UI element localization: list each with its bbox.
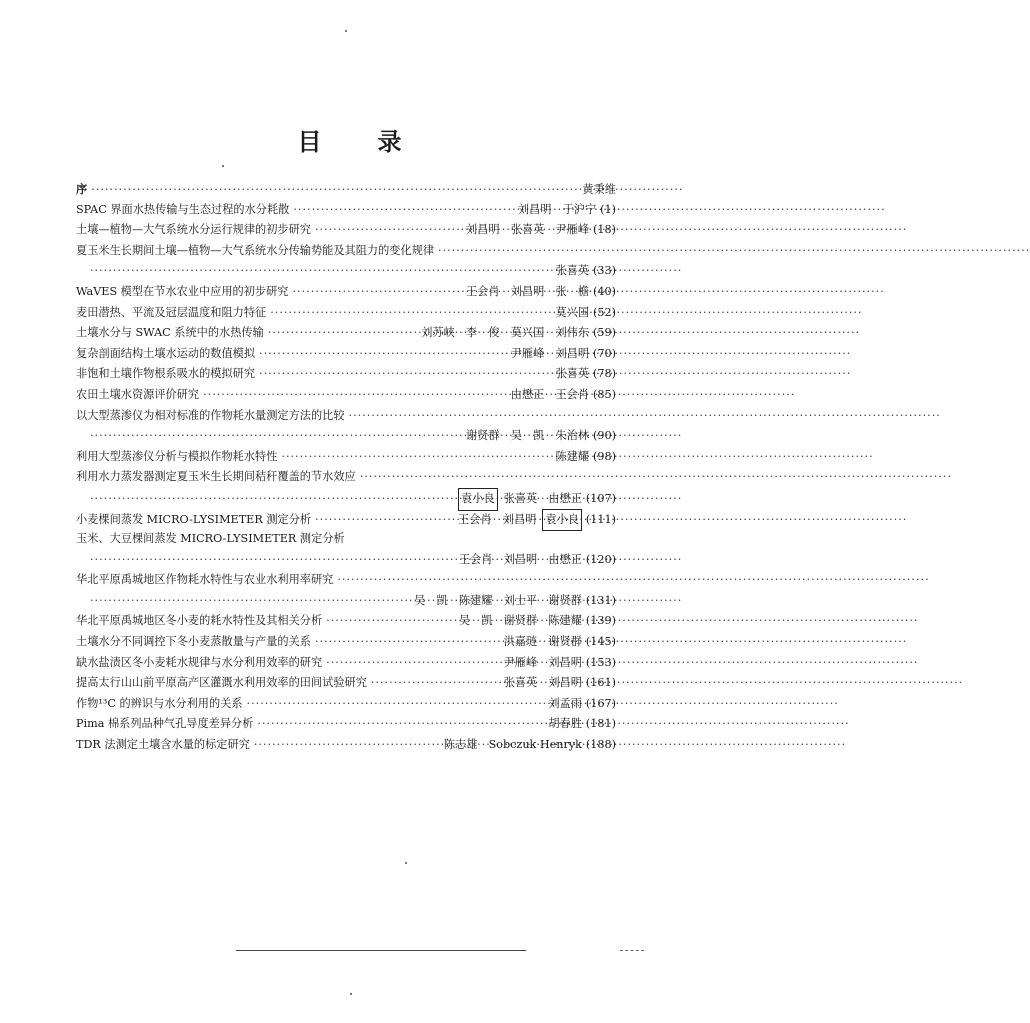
toc-entry[interactable]	[76, 509, 616, 530]
toc-entry-continuation[interactable]	[76, 261, 616, 282]
leader-dots	[268, 323, 417, 344]
entry-title: 玉米、大豆棵间蒸发 MICRO-LYSIMETER 测定分析	[76, 532, 345, 546]
entry-page: (111)	[585, 512, 616, 526]
entry-authors: 陈建耀	[555, 449, 590, 463]
entry-title: 土壤—植物—大气系统水分运行规律的初步研究	[76, 223, 311, 237]
leader-dots	[293, 200, 513, 221]
toc-entry[interactable]	[76, 344, 616, 365]
entry-page: (120)	[585, 552, 616, 566]
toc-entry[interactable]	[76, 611, 616, 632]
entry-title: 华北平原禹城地区作物耗水特性与农业水利用率研究	[76, 573, 334, 587]
entry-title: TDR 法测定土壤含水量的标定研究	[76, 738, 250, 752]
toc-entry-continuation[interactable]	[76, 426, 616, 447]
entry-page: (139)	[585, 614, 616, 628]
entry-authors: 吴 凯 谢贤群 陈建耀	[458, 614, 582, 628]
entry-authors: 莫兴国	[555, 305, 590, 319]
toc-entry[interactable]	[76, 714, 616, 735]
leader-dots	[371, 673, 500, 694]
scan-speck	[405, 862, 407, 864]
entry-title: 复杂剖面结构土壤水运动的数值模拟	[76, 346, 256, 360]
entry-page: (153)	[585, 655, 616, 669]
entry-page: (131)	[585, 593, 616, 607]
entry-title: 土壤水分与 SWAC 系统中的水热传输	[76, 326, 264, 340]
entry-title: 利用大型蒸渗仪分析与模拟作物耗水特性	[76, 449, 278, 463]
leader-dots	[259, 364, 551, 385]
toc-entry[interactable]	[76, 323, 616, 344]
leader-dots	[438, 241, 508, 262]
entry-authors: 刘苏峡 李 俊 莫兴国 刘伟东	[421, 326, 590, 340]
entry-authors: 陈志雄 Sobczuk Henryk	[443, 738, 582, 752]
leader-dots	[326, 611, 455, 632]
entry-title: 土壤水分不同调控下冬小麦蒸散量与产量的关系	[76, 635, 311, 649]
leader-dots	[270, 303, 551, 324]
page-title: 目 录	[297, 128, 418, 156]
entry-authors: 王会肖 刘昌明 由懋正	[458, 552, 582, 566]
toc-entry[interactable]	[76, 282, 616, 303]
toc-entry[interactable]	[76, 200, 616, 221]
entry-title: 夏玉米生长期间土壤—植物—大气系统水分传输势能及其阻力的变化规律	[76, 243, 435, 257]
leader-dots	[337, 570, 612, 591]
leader-dots	[360, 467, 612, 488]
leader-dots	[257, 714, 544, 735]
toc-list	[76, 179, 616, 756]
entry-page: (188)	[585, 738, 616, 752]
scan-speck	[350, 993, 352, 995]
toc-entry[interactable]	[76, 364, 616, 385]
entry-title: 华北平原禹城地区冬小麦的耗水特性及其相关分析	[76, 614, 323, 628]
toc-entry[interactable]	[76, 632, 616, 653]
toc-entry[interactable]	[76, 447, 616, 468]
entry-authors: 张喜英	[555, 367, 590, 381]
toc-entry[interactable]	[76, 303, 616, 324]
leader-dots	[349, 406, 612, 427]
entry-page: (98)	[593, 449, 616, 463]
toc-entry-continuation[interactable]	[76, 550, 616, 571]
toc-entry-continuation[interactable]	[76, 591, 616, 612]
entry-authors: 由懋正 王会肖	[510, 387, 590, 401]
entry-page: (90)	[593, 429, 616, 443]
leader-dots	[90, 550, 455, 571]
leader-dots	[315, 220, 462, 241]
toc-entry[interactable]	[76, 467, 616, 488]
entry-authors: 刘孟雨	[548, 696, 582, 710]
entry-title: 序	[76, 182, 88, 196]
entry-page: (167)	[585, 696, 616, 710]
toc-entry[interactable]	[76, 529, 616, 550]
toc-entry[interactable]	[76, 179, 616, 200]
entry-title: 缺水盐渍区冬小麦耗水规律与水分利用效率的研究	[76, 655, 323, 669]
leader-dots	[281, 447, 551, 468]
entry-title: 麦田潜热、平流及冠层温度和阻力特征	[76, 305, 267, 319]
entry-authors: 张喜英 刘昌明	[503, 676, 582, 690]
entry-title: Pima 棉系列品种气孔导度差异分析	[76, 717, 254, 731]
leader-dots	[254, 735, 440, 756]
entry-authors: 尹雁峰 刘昌明	[503, 655, 582, 669]
toc-entry[interactable]	[76, 385, 616, 406]
entry-authors: 王会肖 刘昌明 张 檐	[465, 284, 590, 298]
bottom-rule-dashed	[620, 950, 644, 951]
entry-page: (59)	[593, 326, 616, 340]
leader-dots	[90, 426, 462, 447]
scan-speck	[345, 30, 347, 32]
boxed-author: 袁小良	[542, 509, 582, 532]
entry-title: SPAC 界面水热传输与生态过程的水分耗散	[76, 202, 290, 216]
entry-page: (161)	[585, 676, 616, 690]
bottom-rule	[236, 950, 526, 951]
entry-authors: 刘昌明 张喜英 尹雁峰	[465, 223, 590, 237]
toc-entry[interactable]	[76, 406, 616, 427]
entry-authors: 黄秉维	[582, 183, 616, 196]
entry-authors: 尹雁峰 刘昌明	[510, 346, 590, 360]
entry-page: (52)	[593, 305, 616, 319]
leader-dots	[315, 632, 500, 653]
entry-page: (33)	[593, 264, 616, 278]
entry-title: WaVES 模型在节水农业中应用的初步研究	[76, 284, 289, 298]
entry-title: 提高太行山山前平原高产区灌溉水利用效率的田间试验研究	[76, 676, 367, 690]
leader-dots	[259, 344, 507, 365]
entry-title: 小麦棵间蒸发 MICRO-LYSIMETER 测定分析	[76, 512, 312, 526]
leader-dots	[247, 694, 545, 715]
entry-page: (85)	[593, 387, 616, 401]
toc-entry-continuation[interactable]	[76, 488, 616, 509]
toc-entry[interactable]	[76, 220, 616, 241]
entry-page: (181)	[585, 717, 616, 731]
entry-authors: 吴 凯 陈建耀 刘士平 谢贤群	[414, 593, 582, 607]
entry-page: (145)	[585, 635, 616, 649]
toc-entry[interactable]	[76, 694, 616, 715]
entry-title: 农田土壤水资源评价研究	[76, 387, 200, 401]
leader-dots	[326, 653, 499, 674]
entry-title: 作物¹³C 的辨识与水分利用的关系	[76, 696, 243, 710]
entry-title: 利用水力蒸发器测定夏玉米生长期间秸秆覆盖的节水效应	[76, 470, 356, 484]
leader-dots	[91, 180, 578, 201]
toc-entry[interactable]	[76, 673, 616, 694]
leader-dots	[90, 261, 551, 282]
leader-dots	[90, 489, 454, 510]
entry-page: (78)	[593, 367, 616, 381]
toc-entry[interactable]	[76, 735, 616, 756]
entry-authors: 谢贤群 吴 凯 朱治林	[465, 429, 590, 443]
entry-authors: 张喜英	[555, 264, 590, 278]
toc-entry[interactable]	[76, 241, 616, 262]
entry-authors: 胡春胜	[548, 717, 582, 731]
leader-dots	[292, 282, 461, 303]
entry-title: 非饱和土壤作物根系吸水的模拟研究	[76, 367, 256, 381]
entry-page: (107)	[585, 491, 616, 505]
scan-speck	[222, 165, 224, 167]
entry-page: (1)	[600, 202, 616, 216]
boxed-author: 袁小良	[458, 488, 498, 511]
leader-dots	[315, 510, 454, 531]
leader-dots	[90, 591, 410, 612]
entry-page: (40)	[593, 284, 616, 298]
entry-title: 以大型蒸渗仪为相对标准的作物耗水量测定方法的比较	[76, 408, 345, 422]
toc-entry[interactable]	[76, 653, 616, 674]
entry-authors: 洪嘉琏 谢贤群	[503, 635, 582, 649]
entry-authors: 王会肖 刘昌明	[458, 512, 537, 526]
entry-authors: 张喜英 由懋正	[503, 491, 582, 505]
entry-page: (18)	[593, 223, 616, 237]
entry-authors: 刘昌明 于沪宁	[517, 202, 597, 216]
entry-page: (70)	[593, 346, 616, 360]
leader-dots	[203, 385, 507, 406]
toc-entry[interactable]	[76, 570, 616, 591]
